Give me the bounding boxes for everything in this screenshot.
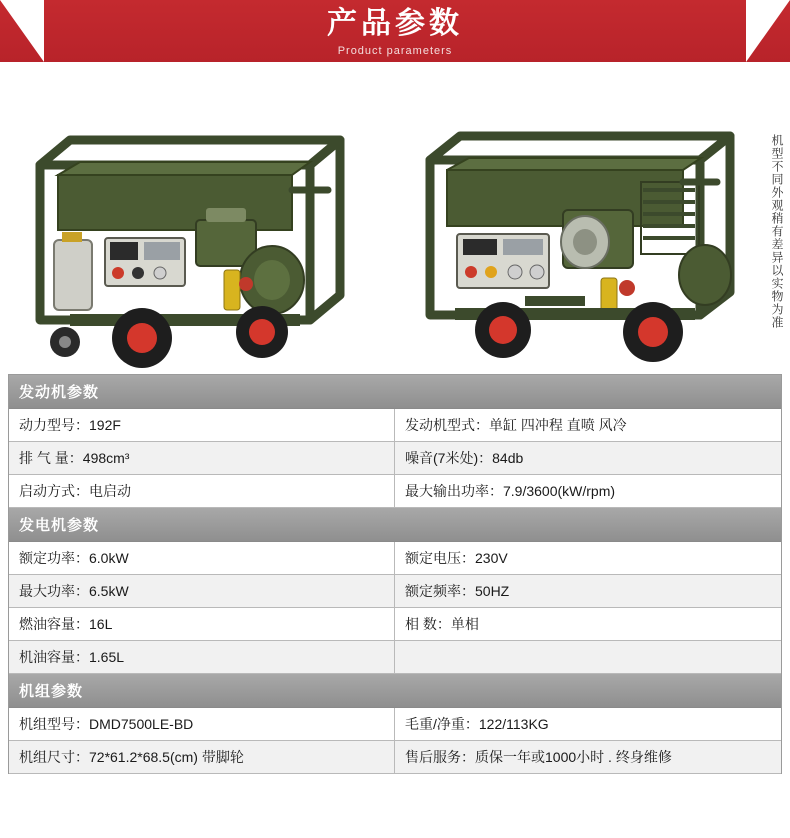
spec-value: 84db <box>492 450 524 466</box>
spec-label: 相 数： <box>405 616 451 632</box>
table-row <box>9 475 781 508</box>
spec-label: 机组尺寸： <box>19 749 89 765</box>
table-row <box>9 608 781 641</box>
spec-cell-start-mode <box>9 475 395 507</box>
spec-label: 机油容量： <box>19 649 89 665</box>
table-row <box>9 442 781 475</box>
spec-value: 230V <box>475 550 508 566</box>
page-title: 产品参数 <box>327 6 463 41</box>
table-row <box>9 641 781 674</box>
spec-label: 排 气 量： <box>19 450 83 466</box>
product-image-left <box>10 70 360 370</box>
spec-value: 122/113KG <box>478 716 549 732</box>
spec-value: 50HZ <box>475 583 510 599</box>
page-subtitle: Product parameters <box>337 45 453 57</box>
spec-cell-engine-type <box>395 409 781 441</box>
spec-cell-max-output <box>395 475 781 507</box>
spec-value: 1.65L <box>89 649 125 665</box>
spec-cell-model <box>9 708 395 740</box>
spec-label: 燃油容量： <box>19 616 89 632</box>
banner-notch-left-icon <box>0 0 44 62</box>
spec-label: 机组型号： <box>19 716 89 732</box>
spec-cell-phase <box>395 608 781 640</box>
spec-value: 16L <box>89 616 113 632</box>
spec-label: 毛重/净重： <box>405 716 479 732</box>
spec-cell-power-model <box>9 409 395 441</box>
spec-cell-rated-power <box>9 542 395 574</box>
table-row <box>9 542 781 575</box>
section-heading-alternator: 发电机参数 <box>9 508 781 542</box>
spec-value: 192F <box>89 417 121 433</box>
spec-label: 售后服务： <box>405 749 475 765</box>
spec-label: 动力型号： <box>19 417 89 433</box>
spec-value: DMD7500LE-BD <box>89 716 194 732</box>
product-image-right <box>405 70 755 370</box>
spec-value: 电启动 <box>89 483 131 499</box>
spec-cell-fuel-capacity <box>9 608 395 640</box>
page-banner <box>0 0 790 62</box>
spec-value: 72*61.2*68.5(cm) 带脚轮 <box>89 749 244 765</box>
table-row <box>9 575 781 608</box>
spec-value: 7.9/3600(kW/rpm) <box>503 483 616 499</box>
spec-cell-noise <box>395 442 781 474</box>
table-row <box>9 741 781 774</box>
spec-value: 单相 <box>450 616 479 632</box>
product-images <box>0 62 790 374</box>
generator-illustration-left <box>10 70 360 370</box>
spec-cell-oil-capacity <box>9 641 395 673</box>
spec-label: 噪音(7米处)： <box>405 450 493 466</box>
spec-cell-rated-frequency <box>395 575 781 607</box>
specifications-table <box>8 374 782 774</box>
image-disclaimer-note: 机型不同外观稍有差异以实物为准 <box>770 134 784 329</box>
spec-cell-after-sales <box>395 741 781 773</box>
spec-cell-displacement <box>9 442 395 474</box>
generator-illustration-right <box>405 70 755 370</box>
banner-notch-right-icon <box>746 0 790 62</box>
table-row <box>9 409 781 442</box>
spec-value: 498cm³ <box>82 450 130 466</box>
spec-label: 额定频率： <box>405 583 475 599</box>
spec-cell-max-power <box>9 575 395 607</box>
spec-label: 额定电压： <box>405 550 475 566</box>
spec-cell-empty <box>395 641 781 673</box>
spec-cell-rated-voltage <box>395 542 781 574</box>
spec-label: 最大输出功率： <box>405 483 503 499</box>
spec-label: 额定功率： <box>19 550 89 566</box>
table-row <box>9 708 781 741</box>
spec-value: 单缸 四冲程 直喷 风冷 <box>489 417 627 433</box>
spec-cell-weight <box>395 708 781 740</box>
spec-value: 6.5kW <box>89 583 129 599</box>
section-heading-engine: 发动机参数 <box>9 375 781 409</box>
spec-value: 6.0kW <box>89 550 129 566</box>
spec-label: 发动机型式： <box>405 417 489 433</box>
spec-label: 最大功率： <box>19 583 89 599</box>
section-heading-unit: 机组参数 <box>9 674 781 708</box>
spec-cell-dimensions <box>9 741 395 773</box>
spec-label: 启动方式： <box>19 483 89 499</box>
spec-value: 质保一年或1000小时 . 终身维修 <box>475 749 672 765</box>
